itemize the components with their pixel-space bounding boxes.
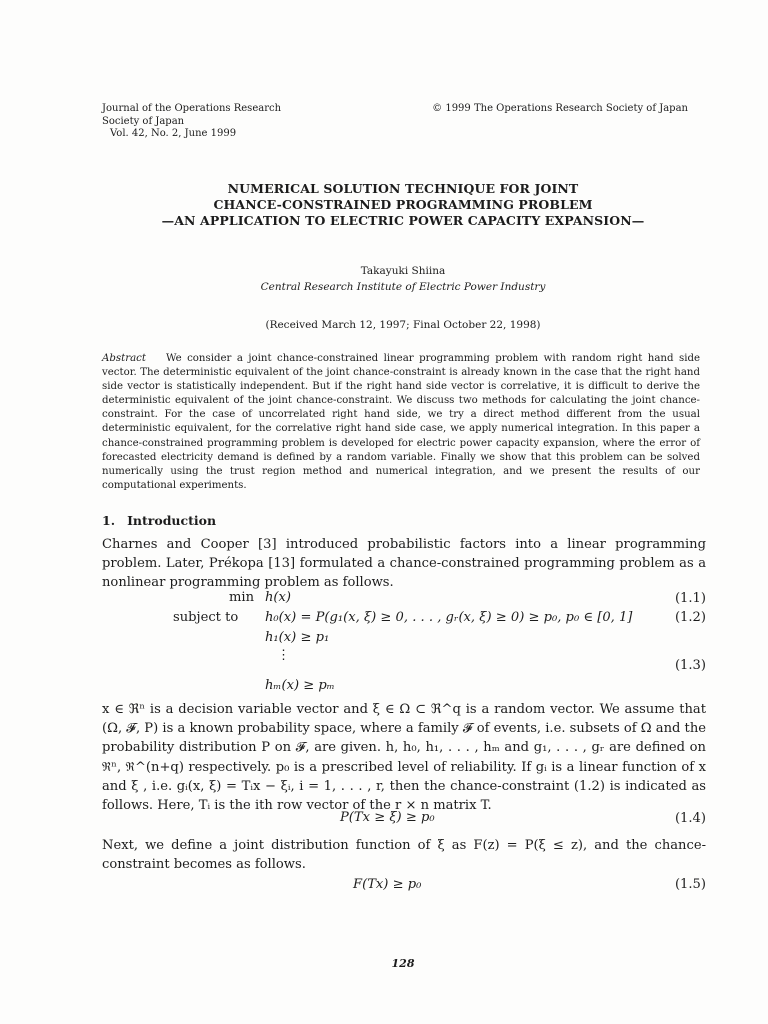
equation-number-1-2: (1.2) xyxy=(674,610,706,625)
joint-chance-constraint: h₀(x) = P(g₁(x, ξ) ≥ 0, . . . , gᵣ(x, ξ) ≥ 0) ≥ p₀, p₀ ∈ [0, 1] xyxy=(265,610,633,625)
abstract-label: Abstract xyxy=(102,353,146,364)
journal-line-3: Vol. 42, No. 2, June 1999 xyxy=(110,128,237,139)
received-dates: (Received March 12, 1997; Final October 22, 1998) xyxy=(265,319,541,331)
section-number: 1. xyxy=(102,513,116,528)
constraint-hm: hₘ(x) ≥ pₘ xyxy=(265,678,335,693)
distribution-paragraph: Next, we define a joint distribution function of ξ as F(z) = P(ξ ≤ z), and the chance-constraint becomes as follows. xyxy=(102,838,706,873)
equation-probability-constraint: P(Tx ≥ ξ) ≥ p₀ xyxy=(340,810,435,825)
objective-function: h(x) xyxy=(265,590,292,605)
author-name: Takayuki Shiina xyxy=(360,265,446,277)
abstract xyxy=(102,352,700,493)
paper-title xyxy=(0,181,768,229)
constraint-h1: h₁(x) ≥ p₁ xyxy=(265,630,330,645)
title-line-2: CHANCE-CONSTRAINED PROGRAMMING PROBLEM xyxy=(213,197,593,212)
equation-number-1-3: (1.3) xyxy=(674,658,706,673)
author-affiliation: Central Research Institute of Electric Power Industry xyxy=(260,281,546,293)
intro-paragraph: Charnes and Cooper [3] introduced probabilistic factors into a linear programming problem. Later, Prékopa [13] formulated a chance-constrained programming problem as a nonlinear programming problem as follows. xyxy=(102,537,706,591)
copyright-notice: © 1999 The Operations Research Society of Japan xyxy=(432,103,688,114)
journal-line-1: Journal of the Operations Research xyxy=(102,103,282,114)
section-heading xyxy=(102,513,216,528)
subject-to-label: subject to xyxy=(173,610,239,625)
definitions-paragraph: x ∈ ℜⁿ is a decision variable vector and ξ ∈ Ω ⊂ ℜ^q is a random vector. We assume that (Ω, 𝓕, P) is a known probability space, where a family 𝓕 of events, i.e. subsets of Ω and the probability distribution P on 𝓕, are given. h, h₀, h₁, . . . , hₘ and g₁, . . . , gᵣ are defined on ℜⁿ, ℜ^(n+q) respectively. p₀ is a prescribed level of reliability. If gᵢ is a linear function of x and ξ , i.e. gᵢ(x, ξ) = Tᵢx − ξᵢ, i = 1, . . . , r, then the chance-constraint (1.2) is indicated as follows. Here, Tᵢ is the ith row vector of the r × n matrix T. xyxy=(102,702,706,814)
equation-number-1-5: (1.5) xyxy=(674,877,706,892)
abstract-text: We consider a joint chance-constrained linear programming problem with random right hand side vector. The deterministic equivalent of the joint chance-constraint is already known in the case that the right hand side vector is statistically independent. But if the right hand side vector is correlative, it is difficult to derive the deterministic equivalent of the joint chance-constraint. We discuss two methods for calculating the joint chance-constraint. For the case of uncorrelated right hand side, we try a direct method different from the usual deterministic equivalent, for the correlative right hand side case, we apply numerical integration. In this paper a chance-constrained programming problem is developed for electric power capacity expansion, where the error of forecasted electricity demand is defined by a random variable. Finally we show that this problem can be solved numerically using the trust region method and numerical integration, and we present the results of our computational experiments. xyxy=(102,353,700,491)
title-line-1: NUMERICAL SOLUTION TECHNIQUE FOR JOINT xyxy=(227,181,579,196)
title-line-3: —AN APPLICATION TO ELECTRIC POWER CAPACITY EXPANSION— xyxy=(161,213,645,228)
journal-info xyxy=(102,103,281,141)
page-number: 128 xyxy=(391,957,415,970)
min-label: min xyxy=(229,590,255,605)
equation-number-1-1: (1.1) xyxy=(674,591,706,606)
equation-number-1-4: (1.4) xyxy=(674,811,706,826)
vertical-ellipsis: ⋮ xyxy=(277,648,291,663)
journal-line-2: Society of Japan xyxy=(102,115,185,127)
equation-distribution-constraint: F(Tx) ≥ p₀ xyxy=(353,877,422,892)
section-title: Introduction xyxy=(127,513,217,528)
